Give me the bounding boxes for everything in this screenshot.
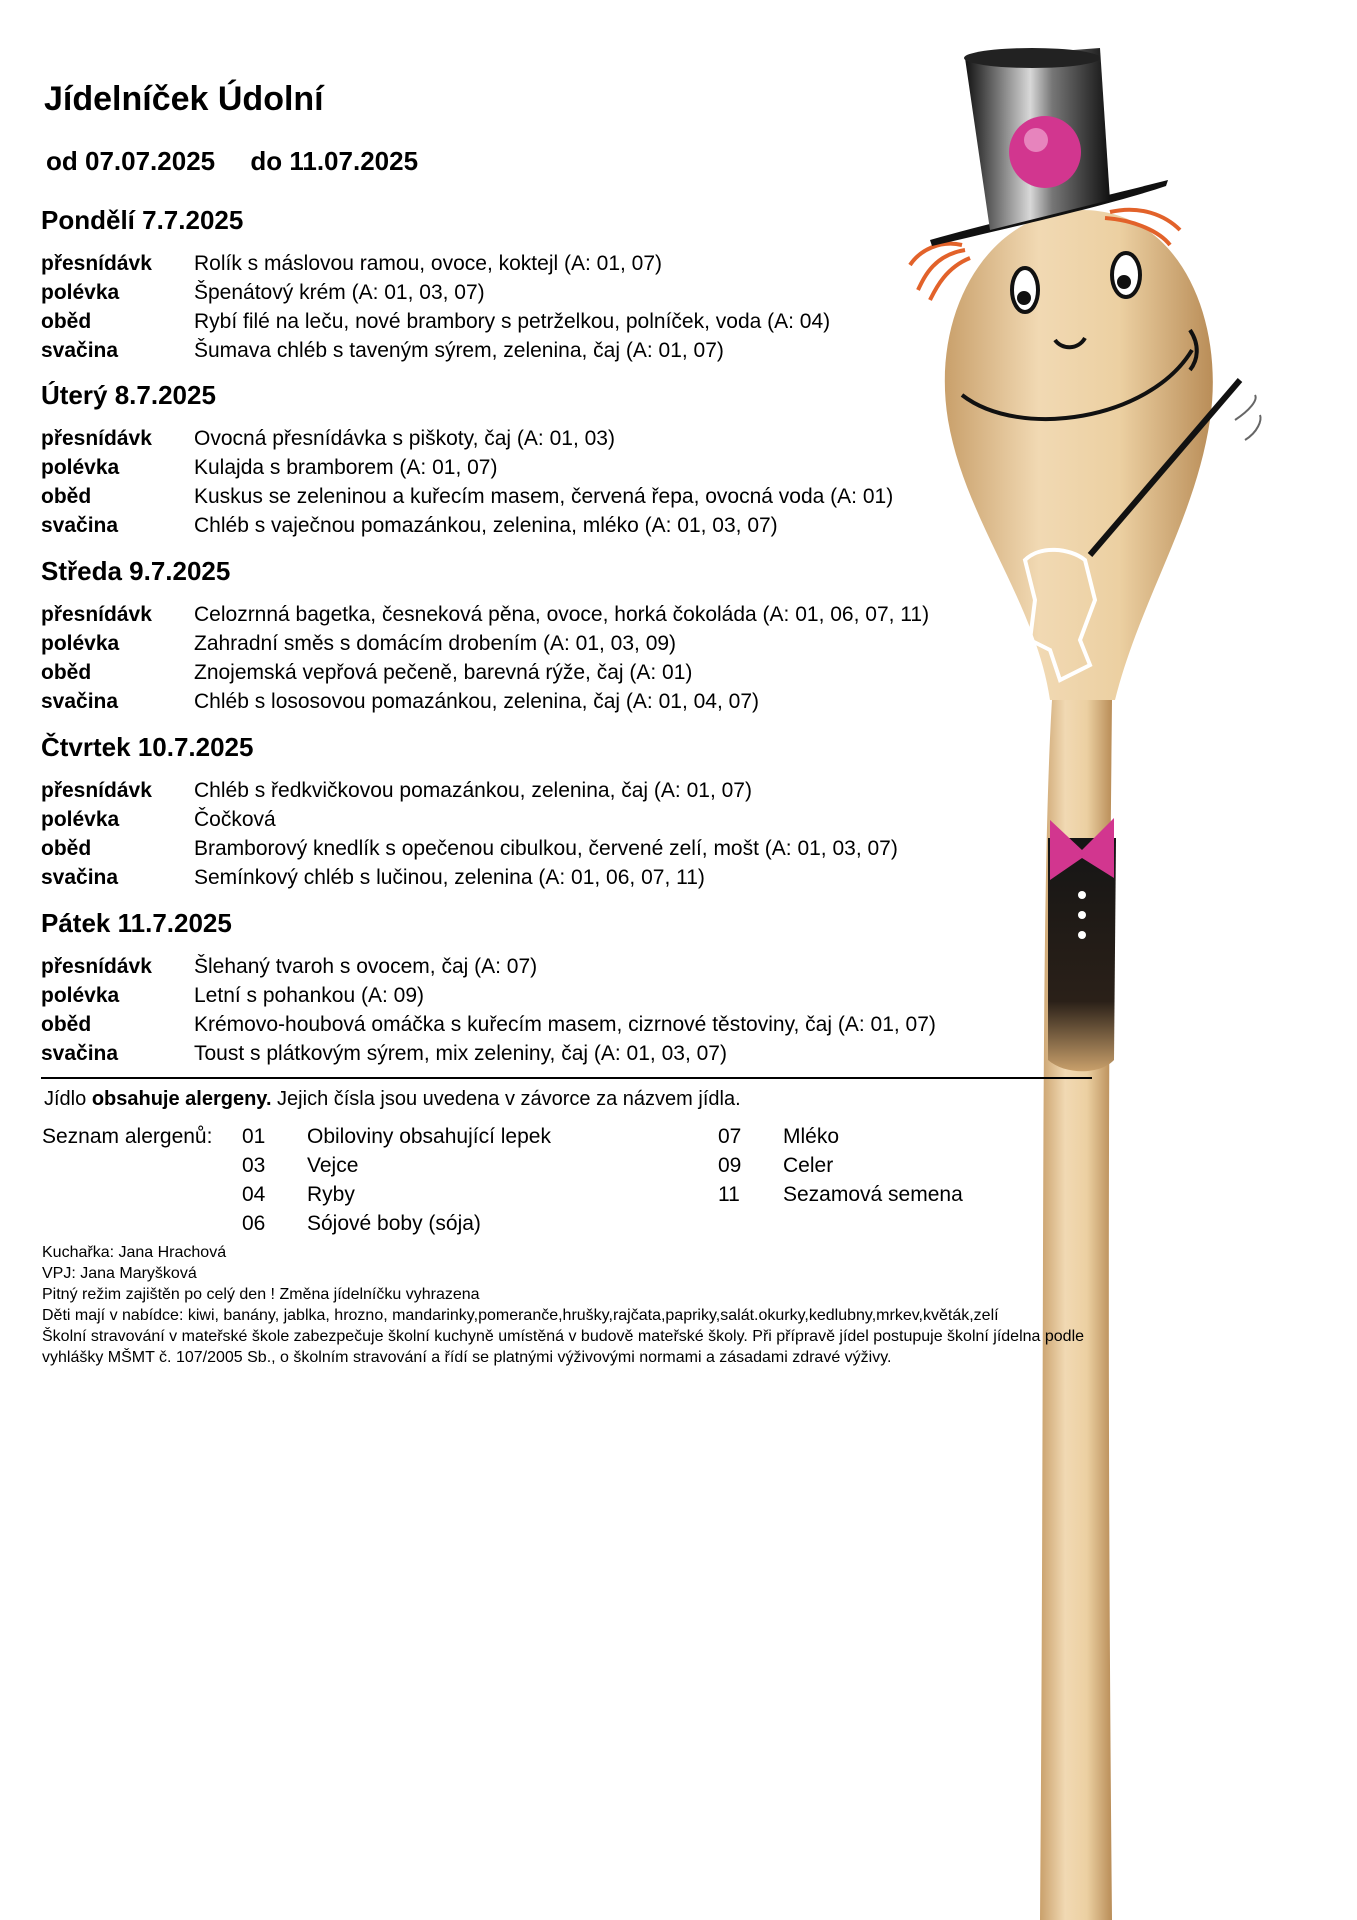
meal-dish: Rolík s máslovou ramou, ovoce, koktejl (A: 01, 07) (194, 252, 663, 275)
allergen-item (718, 1152, 833, 1180)
allergen-code: 03 (242, 1154, 266, 1177)
meal-row (41, 629, 1091, 658)
footer-line: Děti mají v nabídce: kiwi, banány, jablka, hrozno, mandarinky,pomeranče,hrušky,rajčata,papriky,salát.okurky,kedlubny,mrkev,květák,zelí (42, 1307, 999, 1324)
meal-dish: Čočková (194, 808, 276, 831)
meal-label: svačina (41, 1042, 119, 1065)
allergen-name: Sezamová semena (783, 1183, 963, 1206)
meal-dish: Šlehaný tvaroh s ovocem, čaj (A: 07) (194, 955, 538, 978)
day-block (41, 205, 1091, 365)
meal-row (41, 952, 1091, 981)
meal-dish: Chléb s lososovou pomazánkou, zelenina, čaj (A: 01, 04, 07) (194, 690, 760, 713)
meal-row (41, 424, 1091, 453)
allergen-code: 04 (242, 1183, 266, 1206)
allergen-name: Vejce (307, 1154, 359, 1177)
footer-line: Pitný režim zajištěn po celý den ! Změna jídelníčku vyhrazena (42, 1286, 480, 1303)
day-block (41, 732, 1091, 892)
meal-dish: Rybí filé na leču, nové brambory s petrželkou, polníček, voda (A: 04) (194, 310, 831, 333)
allergen-code: 09 (718, 1154, 742, 1177)
meal-label: polévka (41, 984, 120, 1007)
meal-label: svačina (41, 690, 119, 713)
meal-dish: Letní s pohankou (A: 09) (194, 984, 424, 1007)
day-heading: Středa 9.7.2025 (41, 556, 231, 586)
meal-label: polévka (41, 632, 120, 655)
meal-row (41, 1010, 1091, 1039)
meal-row (41, 307, 1091, 336)
meal-dish: Toust s plátkovým sýrem, mix zeleniny, čaj (A: 01, 03, 07) (194, 1042, 727, 1065)
meal-dish: Šumava chléb s taveným sýrem, zelenina, čaj (A: 01, 07) (194, 339, 724, 362)
meal-label: svačina (41, 339, 119, 362)
allergen-note-pre: Jídlo (44, 1088, 92, 1110)
meal-label: svačina (41, 866, 119, 889)
allergen-item (718, 1123, 839, 1151)
allergen-name: Ryby (307, 1183, 355, 1206)
meal-row (41, 278, 1091, 307)
meal-row (41, 834, 1091, 863)
allergen-code: 06 (242, 1212, 266, 1235)
meal-row (41, 687, 1091, 716)
footer-line: VPJ: Jana Maryšková (42, 1265, 197, 1282)
meal-label: přesnídávk (41, 603, 152, 626)
meal-dish: Kuskus se zeleninou a kuřecím masem, červená řepa, ovocná voda (A: 01) (194, 485, 894, 508)
meal-dish: Zahradní směs s domácím drobením (A: 01, 03, 09) (194, 632, 677, 655)
meal-label: oběd (41, 485, 92, 508)
meal-row (41, 336, 1091, 365)
date-to: do 11.07.2025 (250, 146, 419, 176)
allergen-code: 07 (718, 1125, 742, 1148)
footer-line: Školní stravování v mateřské škole zabezpečuje školní kuchyně umístěná v budově mateřské školy. Při přípravě jídel postupuje školní jídelna podle (42, 1328, 1085, 1345)
day-heading: Čtvrtek 10.7.2025 (41, 732, 254, 762)
meal-row (41, 453, 1091, 482)
meal-dish: Semínkový chléb s lučinou, zelenina (A: 01, 06, 07, 11) (194, 866, 705, 889)
meal-row (41, 482, 1091, 511)
allergen-code: 11 (718, 1183, 740, 1206)
meal-row (41, 863, 1091, 892)
meal-dish: Špenátový krém (A: 01, 03, 07) (194, 281, 485, 304)
allergen-item (242, 1123, 551, 1151)
day-heading: Pátek 11.7.2025 (41, 908, 232, 938)
allergen-code: 01 (242, 1125, 266, 1148)
date-from: od 07.07.2025 (46, 146, 216, 176)
meal-label: polévka (41, 281, 120, 304)
allergen-name: Obiloviny obsahující lepek (307, 1125, 551, 1148)
meal-dish: Bramborový knedlík s opečenou cibulkou, červené zelí, mošt (A: 01, 03, 07) (194, 837, 898, 860)
meal-label: polévka (41, 808, 120, 831)
meal-dish: Krémovo-houbová omáčka s kuřecím masem, cizrnové těstoviny, čaj (A: 01, 07) (194, 1013, 936, 1036)
allergen-item (242, 1181, 355, 1209)
allergen-note-bold: obsahuje alergeny. (91, 1088, 272, 1110)
meal-dish: Chléb s vaječnou pomazánkou, zelenina, mléko (A: 01, 03, 07) (194, 514, 778, 537)
divider (41, 1077, 1092, 1079)
meal-dish: Celozrnná bagetka, česneková pěna, ovoce, horká čokoláda (A: 01, 06, 07, 11) (194, 603, 930, 626)
footer-line: vyhlášky MŠMT č. 107/2005 Sb., o školním stravování a řídí se platnými výživovými normami a zásadami zdravé výživy. (42, 1349, 892, 1366)
footer-line: Kuchařka: Jana Hrachová (42, 1244, 227, 1261)
meal-dish: Znojemská vepřová pečeně, barevná rýže, čaj (A: 01) (194, 661, 693, 684)
meal-label: oběd (41, 1013, 92, 1036)
meal-dish: Chléb s ředkvičkovou pomazánkou, zelenina, čaj (A: 01, 07) (194, 779, 752, 802)
meal-label: oběd (41, 661, 92, 684)
meal-row (41, 600, 1091, 629)
meal-row (41, 805, 1091, 834)
meal-label: přesnídávk (41, 779, 152, 802)
allergen-item (242, 1210, 481, 1238)
meal-row (41, 981, 1091, 1010)
meal-dish: Ovocná přesnídávka s piškoty, čaj (A: 01, 03) (194, 427, 615, 450)
date-range (46, 146, 418, 177)
meal-row (41, 658, 1091, 687)
allergen-note-post: Jejich čísla jsou uvedena v závorce za názvem jídla. (271, 1088, 741, 1110)
day-block (41, 908, 1091, 1068)
allergen-note (44, 1088, 741, 1111)
meal-label: svačina (41, 514, 119, 537)
pink-ball (1009, 116, 1081, 188)
allergen-name: Mléko (783, 1125, 840, 1148)
meal-label: polévka (41, 456, 120, 479)
day-block (41, 556, 1091, 716)
day-heading: Úterý 8.7.2025 (41, 380, 216, 410)
page-title: Jídelníček Údolní (44, 80, 324, 118)
meal-label: přesnídávk (41, 955, 152, 978)
meal-label: oběd (41, 837, 92, 860)
meal-label: oběd (41, 310, 92, 333)
day-block (41, 380, 1091, 540)
allergen-name: Celer (783, 1154, 834, 1177)
meal-row (41, 776, 1091, 805)
allergen-item (718, 1181, 963, 1209)
meal-dish: Kulajda s bramborem (A: 01, 07) (194, 456, 498, 479)
meal-row (41, 1039, 1091, 1068)
allergen-item (242, 1152, 358, 1180)
meal-row (41, 511, 1091, 540)
meal-label: přesnídávk (41, 427, 152, 450)
meal-label: přesnídávk (41, 252, 152, 275)
allergen-name: Sójové boby (sója) (307, 1212, 481, 1235)
meal-row (41, 249, 1091, 278)
day-heading: Pondělí 7.7.2025 (41, 205, 244, 235)
allergens-title: Seznam alergenů: (42, 1125, 213, 1148)
